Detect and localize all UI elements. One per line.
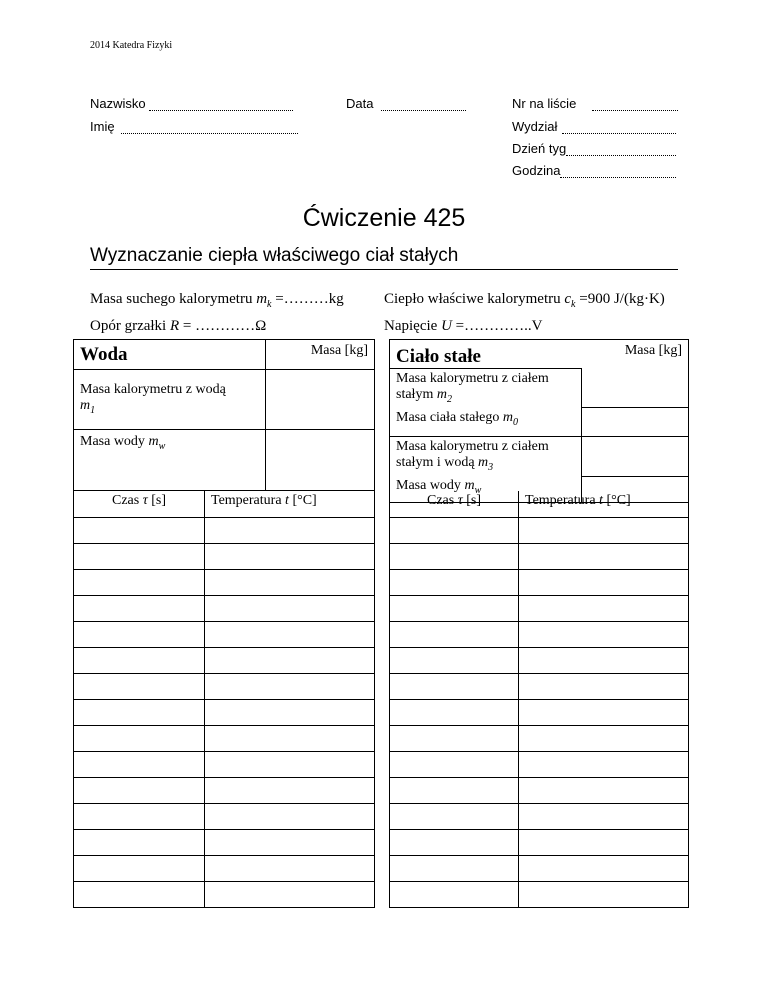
- solid-time-cell[interactable]: [390, 647, 519, 673]
- surname-label: Nazwisko: [90, 96, 146, 111]
- hour-field[interactable]: [560, 177, 676, 178]
- hour-label: Godzina: [512, 163, 561, 178]
- water-time-cell[interactable]: [74, 647, 205, 673]
- water-time-cell[interactable]: [74, 699, 205, 725]
- solid-time-cell[interactable]: [390, 777, 519, 803]
- page-subtitle: Wyznaczanie ciepła właściwego ciał stałych: [90, 245, 459, 266]
- water-time-cell[interactable]: [74, 725, 205, 751]
- solid-temperature-column-header: Temperatura t [°C]: [519, 491, 689, 517]
- date-label: Data: [346, 96, 374, 111]
- solid-measurement-table: [389, 491, 689, 908]
- water-temperature-cell[interactable]: [205, 881, 375, 907]
- solid-temperature-cell[interactable]: [519, 855, 689, 881]
- water-temperature-cell[interactable]: [205, 621, 375, 647]
- solid-time-cell[interactable]: [390, 751, 519, 777]
- solid-temperature-cell[interactable]: [519, 543, 689, 569]
- title-rule: [90, 269, 678, 270]
- water-time-cell[interactable]: [74, 569, 205, 595]
- solid-time-cell[interactable]: [390, 855, 519, 881]
- water-time-cell[interactable]: [74, 621, 205, 647]
- solid-temperature-cell[interactable]: [519, 751, 689, 777]
- water-temperature-cell[interactable]: [205, 569, 375, 595]
- water-temperature-cell[interactable]: [205, 543, 375, 569]
- list-number-field[interactable]: [592, 110, 678, 111]
- solid-temperature-cell[interactable]: [519, 777, 689, 803]
- solid-temperature-cell[interactable]: [519, 517, 689, 543]
- water-time-column-header: Czas τ [s]: [74, 491, 205, 517]
- first-name-field[interactable]: [121, 133, 298, 134]
- solid-time-cell[interactable]: [390, 829, 519, 855]
- water-table-title: Woda: [74, 340, 266, 370]
- solid-temperature-cell[interactable]: [519, 803, 689, 829]
- faculty-field[interactable]: [562, 133, 676, 134]
- param-dry-mass: Masa suchego kalorymetru $m_k$ =………kg: [90, 291, 344, 310]
- header-note: 2014 Katedra Fizyki: [90, 40, 173, 51]
- water-row-water-mass: Masa wody $m_w$: [74, 430, 266, 491]
- solid-time-column-header: Czas τ [s]: [390, 491, 519, 517]
- weekday-label: Dzień tyg: [512, 141, 567, 156]
- water-temperature-cell[interactable]: [205, 725, 375, 751]
- solid-time-cell[interactable]: [390, 621, 519, 647]
- water-measurement-table: [73, 491, 375, 908]
- solid-mass-table: [389, 339, 689, 503]
- solid-row3-value-cell[interactable]: [582, 437, 689, 476]
- solid-time-cell[interactable]: [390, 543, 519, 569]
- water-temperature-cell[interactable]: [205, 751, 375, 777]
- solid-row-calorimeter-with-solid: Masa kalorymetru z ciałem stałym $m_2$: [390, 369, 582, 408]
- solid-time-cell[interactable]: [390, 517, 519, 543]
- solid-table-title: Ciało stałe: [390, 340, 582, 369]
- water-temperature-cell[interactable]: [205, 647, 375, 673]
- solid-temperature-cell[interactable]: [519, 725, 689, 751]
- solid-time-cell[interactable]: [390, 881, 519, 907]
- solid-temperature-cell[interactable]: [519, 621, 689, 647]
- solid-row-calorimeter-with-solid-and-water: Masa kalorymetru z ciałem stałym i wodą $m_3$: [390, 437, 582, 476]
- solid-temperature-cell[interactable]: [519, 595, 689, 621]
- water-time-cell[interactable]: [74, 777, 205, 803]
- water-time-cell[interactable]: [74, 595, 205, 621]
- page-title: Ćwiczenie 425: [302, 204, 466, 232]
- water-temperature-cell[interactable]: [205, 699, 375, 725]
- weekday-field[interactable]: [566, 155, 676, 156]
- solid-time-cell[interactable]: [390, 699, 519, 725]
- solid-temperature-cell[interactable]: [519, 569, 689, 595]
- solid-mass-header: Masa [kg]: [582, 340, 689, 369]
- first-name-label: Imię: [90, 119, 115, 134]
- solid-temperature-cell[interactable]: [519, 829, 689, 855]
- water-row2-value-cell[interactable]: [266, 430, 375, 491]
- water-mass-table: [73, 339, 375, 491]
- param-heater-resistance: Opór grzałki R = …………Ω: [90, 318, 267, 334]
- solid-row1-value-cell[interactable]: [582, 369, 689, 408]
- water-time-cell[interactable]: [74, 803, 205, 829]
- water-time-cell[interactable]: [74, 829, 205, 855]
- surname-field[interactable]: [149, 110, 293, 111]
- water-temperature-cell[interactable]: [205, 829, 375, 855]
- solid-temperature-cell[interactable]: [519, 881, 689, 907]
- water-row-calorimeter-with-water: Masa kalorymetru z wodą $m_1$: [74, 370, 266, 430]
- water-mass-header: Masa [kg]: [266, 340, 375, 370]
- solid-temperature-cell[interactable]: [519, 673, 689, 699]
- water-temperature-cell[interactable]: [205, 855, 375, 881]
- water-temperature-cell[interactable]: [205, 777, 375, 803]
- water-time-cell[interactable]: [74, 881, 205, 907]
- solid-row2-value-cell[interactable]: [582, 408, 689, 437]
- water-temperature-cell[interactable]: [205, 517, 375, 543]
- solid-time-cell[interactable]: [390, 803, 519, 829]
- water-time-cell[interactable]: [74, 673, 205, 699]
- list-number-label: Nr na liście: [512, 96, 577, 111]
- solid-time-cell[interactable]: [390, 725, 519, 751]
- water-temperature-column-header: Temperatura t [°C]: [205, 491, 375, 517]
- water-temperature-cell[interactable]: [205, 673, 375, 699]
- water-row1-value-cell[interactable]: [266, 370, 375, 430]
- water-time-cell[interactable]: [74, 543, 205, 569]
- solid-row-solid-mass: Masa ciała stałego $m_0$: [390, 408, 582, 437]
- water-temperature-cell[interactable]: [205, 803, 375, 829]
- solid-temperature-cell[interactable]: [519, 647, 689, 673]
- solid-time-cell[interactable]: [390, 569, 519, 595]
- water-temperature-cell[interactable]: [205, 595, 375, 621]
- date-field[interactable]: [381, 110, 466, 111]
- water-time-cell[interactable]: [74, 751, 205, 777]
- solid-row-water-mass: Masa wody $m_w$: [390, 476, 582, 502]
- param-specific-heat: Ciepło właściwe kalorymetru $c_k =900$ J/(kg·K): [384, 291, 665, 310]
- param-voltage: Napięcie U =…………..V: [384, 318, 543, 334]
- water-time-cell[interactable]: [74, 517, 205, 543]
- water-time-cell[interactable]: [74, 855, 205, 881]
- solid-temperature-cell[interactable]: [519, 699, 689, 725]
- solid-time-cell[interactable]: [390, 595, 519, 621]
- solid-time-cell[interactable]: [390, 673, 519, 699]
- faculty-label: Wydział: [512, 119, 558, 134]
